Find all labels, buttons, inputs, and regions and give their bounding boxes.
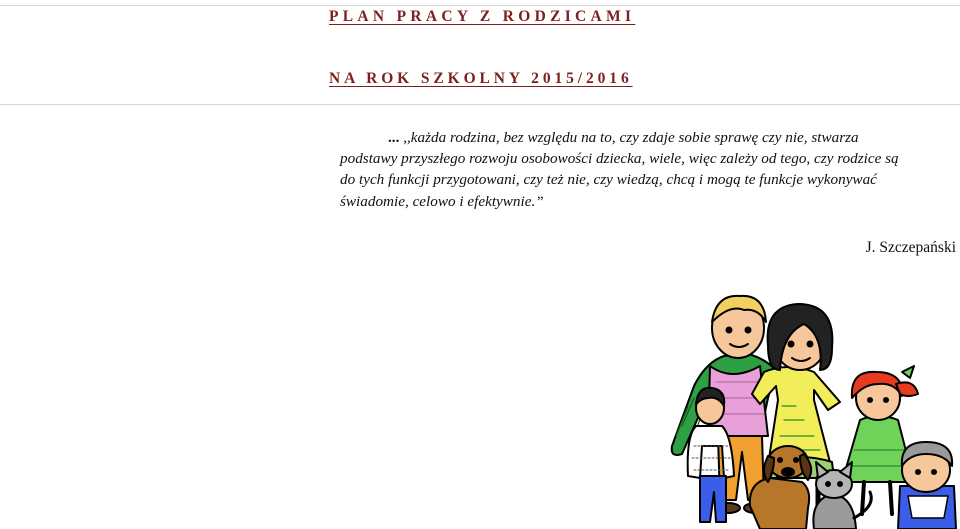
- toddler-figure: [898, 442, 956, 529]
- quote-paragraph: [340, 127, 960, 212]
- section-rule: [0, 104, 960, 105]
- quote-line-1: [340, 127, 960, 148]
- quote-ellipsis: ...: [388, 129, 400, 146]
- quote-line-1-text: ,,każda rodzina, bez względu na to, czy zdaje sobie sprawę czy nie, stwarza: [399, 129, 859, 146]
- document-subtitle: NA ROK SZKOLNY 2015/2016: [329, 70, 633, 87]
- children-with-pets-illustration: [664, 286, 960, 529]
- top-rule: [0, 5, 960, 6]
- quote-line-2: podstawy przyszłego rozwoju osobowości dziecka, wiele, więc zależy od tego, czy rodzice są: [340, 150, 899, 168]
- quote-author: J. Szczepański: [865, 239, 956, 256]
- quote-line-3: do tych funkcji przygotowani, czy też nie, czy wiedzą, chcą i mogą te funkcje wykonywać: [340, 171, 877, 189]
- document-title: PLAN PRACY Z RODZICAMI: [329, 8, 636, 25]
- quote-line-4: świadomie, celowo i efektywnie.”: [340, 192, 544, 210]
